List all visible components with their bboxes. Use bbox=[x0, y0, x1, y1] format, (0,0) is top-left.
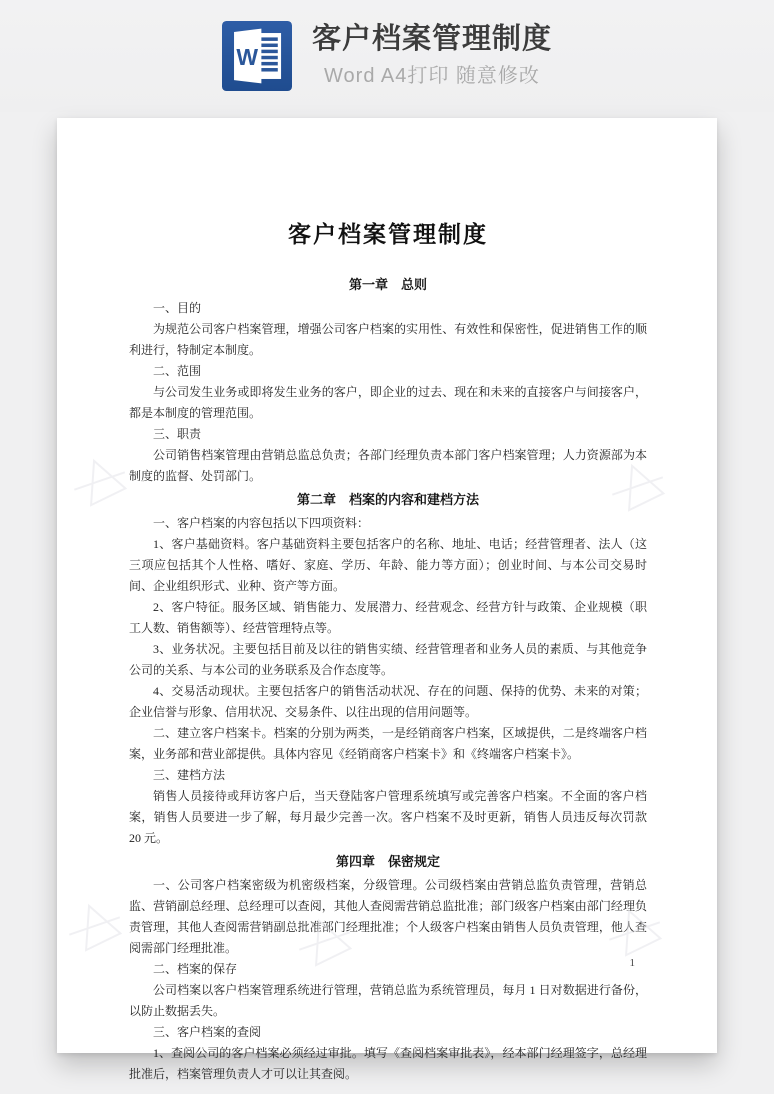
template-subtitle: Word A4打印 随意修改 bbox=[324, 65, 540, 88]
doc-paragraph: 公司销售档案管理由营销总监总负责；各部门经理负责本部门客户档案管理；人力资源部为本制度的监督、处罚部门。 bbox=[129, 447, 647, 483]
page-number: 1 bbox=[629, 957, 635, 969]
doc-paragraph: 2、客户特征。服务区域、销售能力、发展潜力、经营观念、经营方针与政策、企业规模（职工人数、销售额等）、经营管理特点等。 bbox=[129, 599, 647, 635]
header-text bbox=[312, 24, 552, 89]
document-sections bbox=[129, 274, 647, 1085]
doc-paragraph: 二、档案的保存 bbox=[153, 961, 238, 976]
doc-paragraph: 三、建档方法 bbox=[153, 767, 226, 782]
doc-paragraph: 销售人员接待或拜访客户后，当天登陆客户管理系统填写或完善客户档案。不全面的客户档案，销售人员要进一步了解，每月最少完善一次。客户档案不及时更新，销售人员违反每次罚款 20 元。 bbox=[129, 788, 647, 845]
chapter-heading: 第四章 保密规定 bbox=[335, 853, 440, 869]
chapter-heading: 第二章 档案的内容和建档方法 bbox=[296, 491, 479, 507]
template-header bbox=[0, 0, 774, 112]
doc-paragraph: 三、职责 bbox=[153, 426, 202, 441]
chapter-heading: 第一章 总则 bbox=[348, 276, 427, 292]
document-page bbox=[57, 118, 717, 1081]
doc-paragraph: 一、客户档案的内容包括以下四项资料： bbox=[153, 515, 370, 530]
word-logo-icon bbox=[222, 21, 292, 91]
doc-paragraph: 一、目的 bbox=[153, 300, 202, 315]
doc-paragraph: 三、客户档案的查阅 bbox=[153, 1024, 262, 1039]
doc-paragraph: 1、查阅公司的客户档案必须经过审批。填写《查阅档案审批表》，经本部门经理签字，总经理批准后，档案管理负责人才可以让其查阅。 bbox=[129, 1045, 647, 1081]
svg-text:W: W bbox=[236, 43, 258, 70]
watermark bbox=[67, 448, 137, 518]
doc-paragraph: 1、客户基础资料。客户基础资料主要包括客户的名称、地址、电话；经营管理者、法人（这三项应包括其个人性格、嗜好、家庭、学历、年龄、能力等方面）；创业时间、与本公司交易时间、企业组织形式、业种、资产等方面。 bbox=[129, 536, 647, 593]
doc-paragraph: 公司档案以客户档案管理系统进行管理，营销总监为系统管理员，每月 1 日对数据进行备份，以防止数据丢失。 bbox=[129, 982, 647, 1018]
doc-paragraph: 4、交易活动现状。主要包括客户的销售活动状况、存在的问题、保持的优势、未来的对策；企业信誉与形象、信用状况、交易条件、以往出现的信用问题等。 bbox=[129, 683, 647, 719]
doc-paragraph: 3、业务状况。主要包括目前及以往的销售实绩、经营管理者和业务人员的素质、与其他竞争公司的关系、与本公司的业务联系及合作态度等。 bbox=[129, 641, 647, 677]
document-title: 客户档案管理制度 bbox=[288, 222, 488, 247]
doc-paragraph: 为规范公司客户档案管理，增强公司客户档案的实用性、有效性和保密性，促进销售工作的顺利进行，特制定本制度。 bbox=[129, 321, 647, 357]
doc-paragraph: 一、公司客户档案密级为机密级档案，分级管理。公司级档案由营销总监负责管理，营销总监、营销副总经理、总经理可以查阅，其他人查阅需营销总监批准；部门级客户档案由部门经理负责管理，其他人查阅需营销副总批准部门经理批准；个人级客户档案由销售人员负责管理，他人查阅需部门经理批准。 bbox=[129, 877, 647, 955]
watermark bbox=[62, 893, 132, 963]
template-title: 客户档案管理制度 bbox=[311, 22, 552, 55]
doc-paragraph: 二、范围 bbox=[153, 363, 202, 378]
doc-paragraph: 与公司发生业务或即将发生业务的客户，即企业的过去、现在和未来的直接客户与间接客户，都是本制度的管理范围。 bbox=[129, 384, 647, 420]
doc-paragraph: 二、建立客户档案卡。档案的分别为两类，一是经销商客户档案，区域提供，二是终端客户档案，业务部和营业部提供。具体内容见《经销商客户档案卡》和《终端客户档案卡》。 bbox=[129, 725, 647, 761]
